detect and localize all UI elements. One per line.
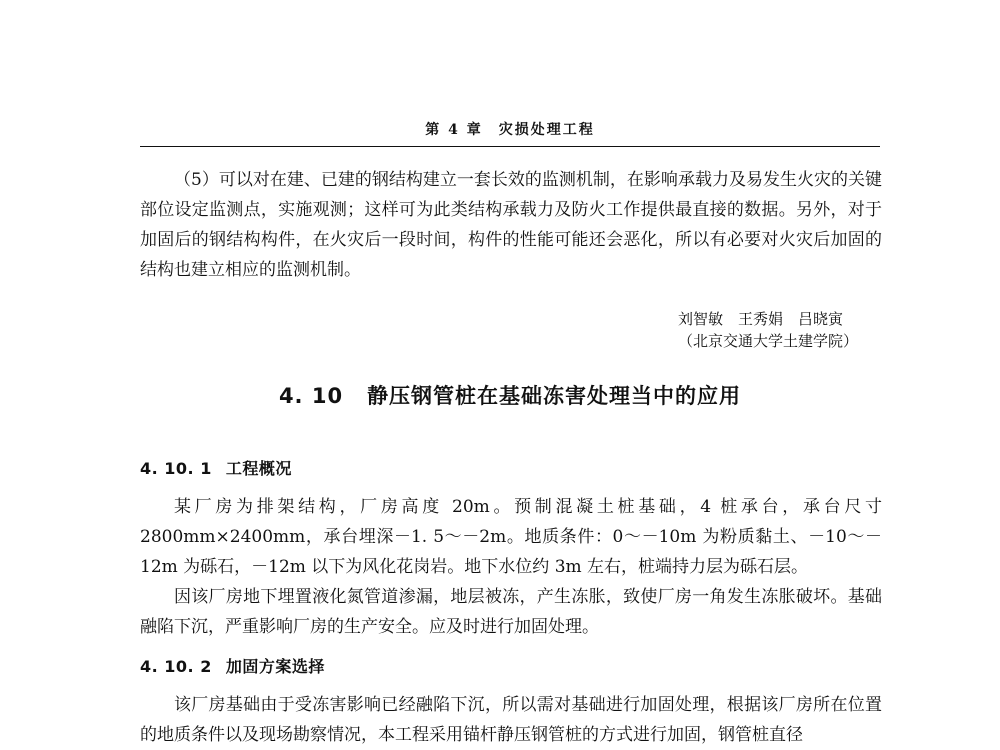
body-paragraph: 该厂房基础由于受冻害影响已经融陷下沉，所以需对基础进行加固处理，根据该厂房所在位置的地质条件以及现场勘察情况，本工程采用锚杆静压钢管桩的方式进行加固，钢管桩直径 (140, 695, 882, 745)
body-paragraph: 因该厂房地下埋置液化氮管道渗漏，地层被冻，产生冻胀，致使厂房一角发生冻胀破坏。基础融陷下沉，严重影响厂房的生产安全。应及时进行加固处理。 (140, 587, 882, 637)
subsection-heading-2 (140, 654, 325, 677)
subsection-number: 4. 10. 1 (140, 459, 212, 478)
section-number: 4. 10 (278, 384, 344, 408)
body-paragraph: 某厂房为排架结构，厂房高度 20m。预制混凝土桩基础，4 桩承台，承台尺寸 2800mm×2400mm，承台埋深－1. 5～－2m。地质条件：0～－10m 为粉质黏土、－10～－12m 为砾石，－12m 以下为风化花岗岩。地下水位约 3m 左右，桩端持力层为砾石层。 (140, 497, 882, 577)
running-header: 第 4 章 灾损处理工程 (425, 122, 595, 138)
author-affiliation: （北京交通大学土建学院） (677, 332, 858, 350)
section-title-text: 静压钢管桩在基础冻害处理当中的应用 (367, 384, 742, 408)
subsection-number: 4. 10. 2 (140, 657, 212, 676)
author-names: 刘智敏 王秀娟 吕晓寅 (677, 310, 843, 328)
section-heading (140, 380, 880, 410)
subsection-title: 工程概况 (225, 459, 292, 478)
subsection-heading-1 (140, 456, 292, 479)
intro-paragraph: （5）可以对在建、已建的钢结构建立一套长效的监测机制，在影响承载力及易发生火灾的关键部位设定监测点，实施观测；这样可为此类结构承载力及防火工作提供最直接的数据。另外，对于加固后的钢结构构件，在火灾后一段时间，构件的性能可能还会恶化，所以有必要对火灾后加固的结构也建立相应的监测机制。 (140, 170, 882, 280)
header-rule (140, 146, 880, 147)
subsection-title: 加固方案选择 (225, 657, 325, 676)
author-block (678, 308, 858, 352)
